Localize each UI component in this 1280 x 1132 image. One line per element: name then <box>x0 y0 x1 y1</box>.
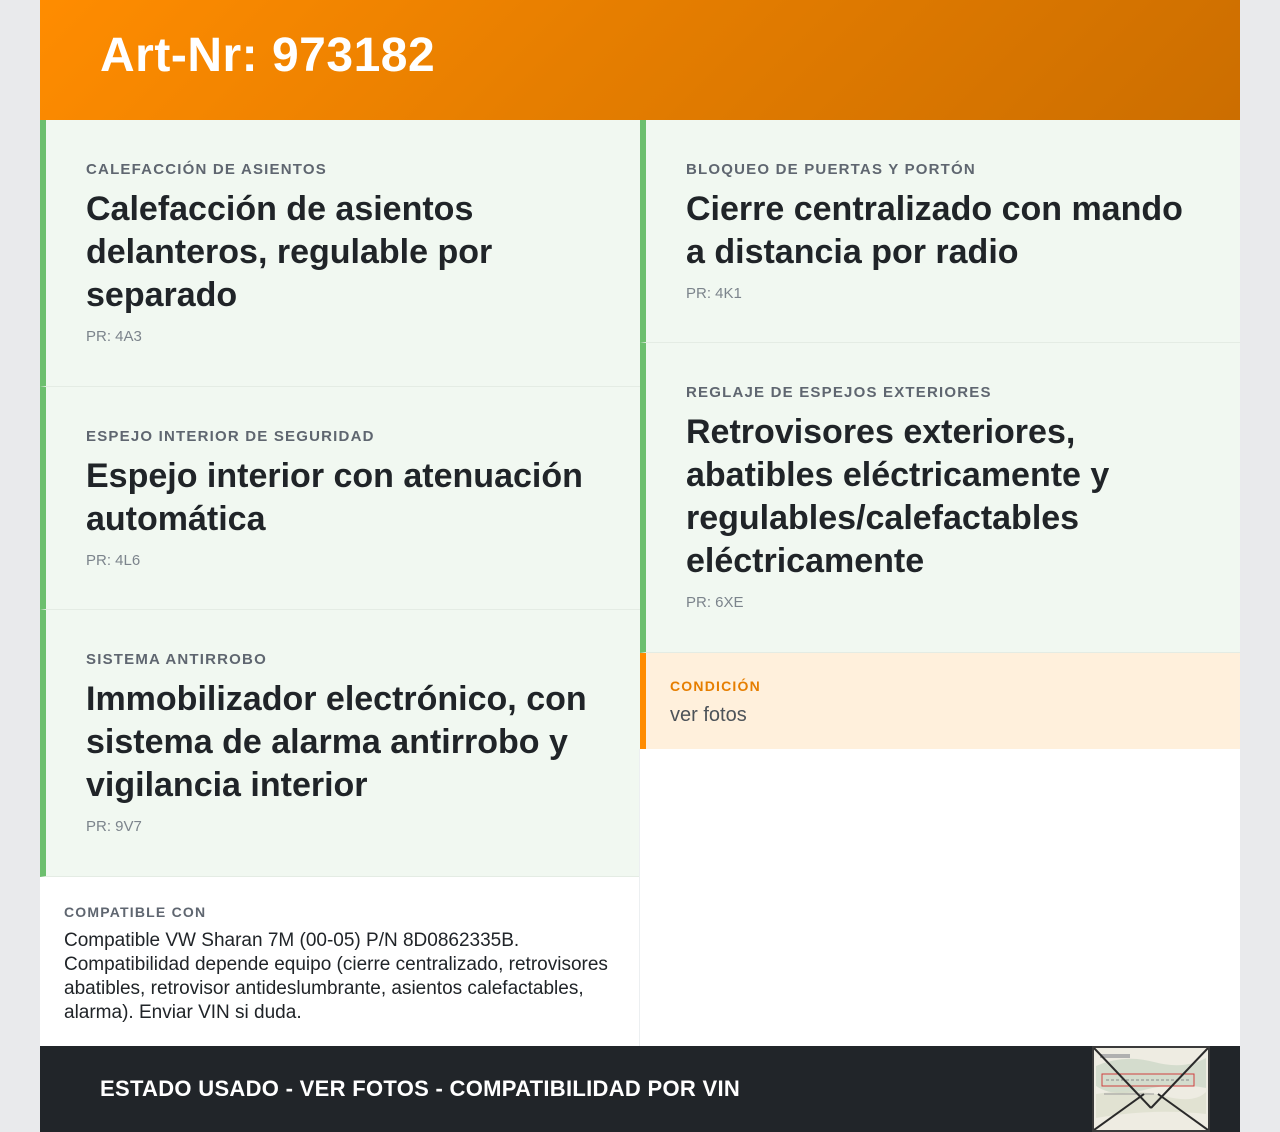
feature-title: Calefacción de asientos delanteros, regulable por separado <box>86 190 493 314</box>
feature-title: Cierre centralizado con mando a distancia por radio <box>686 190 1183 271</box>
feature-title: Retrovisores exteriores, abatibles eléctricamente y regulables/calefactables eléctricamente <box>686 413 1110 580</box>
product-page <box>40 0 1240 1132</box>
footer-status-text: ESTADO USADO - VER FOTOS - COMPATIBILIDAD POR VIN <box>100 1076 741 1101</box>
compatibility-section <box>40 877 640 1046</box>
feature-category: REGLAJE DE ESPEJOS EXTERIORES <box>686 384 992 401</box>
compatibility-label: COMPATIBLE CON <box>64 904 207 920</box>
feature-card-interior-mirror <box>40 387 640 610</box>
feature-pr-code: PR: 4L6 <box>86 552 141 569</box>
feature-pr-code: PR: 6XE <box>686 594 744 611</box>
feature-title: Espejo interior con atenuación automática <box>86 457 583 538</box>
feature-title: Immobilizador electrónico, con sistema de alarma antirrobo y vigilancia interior <box>86 680 587 804</box>
feature-category: SISTEMA ANTIRROBO <box>86 651 267 668</box>
feature-pr-code: PR: 9V7 <box>86 818 142 835</box>
header-banner <box>40 0 1240 120</box>
envelope-stamp-icon-graphic <box>1094 1048 1208 1130</box>
footer-bar <box>40 1046 1240 1132</box>
compatibility-text: Compatible VW Sharan 7M (00-05) P/N 8D0862335B. Compatibilidad depende equipo (cierre centralizado, retrovisores abatibles, retrovisor antideslumbrante, asientos calefactables, alarma). Enviar VIN si duda. <box>64 930 608 1023</box>
feature-pr-code: PR: 4K1 <box>686 285 742 302</box>
feature-card-anti-theft <box>40 610 640 877</box>
feature-card-exterior-mirrors <box>640 343 1240 653</box>
condition-label: CONDICIÓN <box>670 678 761 694</box>
feature-card-seat-heating <box>40 120 640 387</box>
feature-card-central-locking <box>640 120 1240 343</box>
article-number-title: Art-Nr: 973182 <box>100 29 436 82</box>
envelope-stamp-icon[interactable] <box>1092 1046 1210 1132</box>
feature-category: BLOQUEO DE PUERTAS Y PORTÓN <box>686 161 976 178</box>
condition-box <box>640 653 1240 749</box>
feature-pr-code: PR: 4A3 <box>86 328 142 345</box>
feature-category: CALEFACCIÓN DE ASIENTOS <box>86 161 327 178</box>
feature-category: ESPEJO INTERIOR DE SEGURIDAD <box>86 428 375 445</box>
condition-value: ver fotos <box>670 704 747 726</box>
